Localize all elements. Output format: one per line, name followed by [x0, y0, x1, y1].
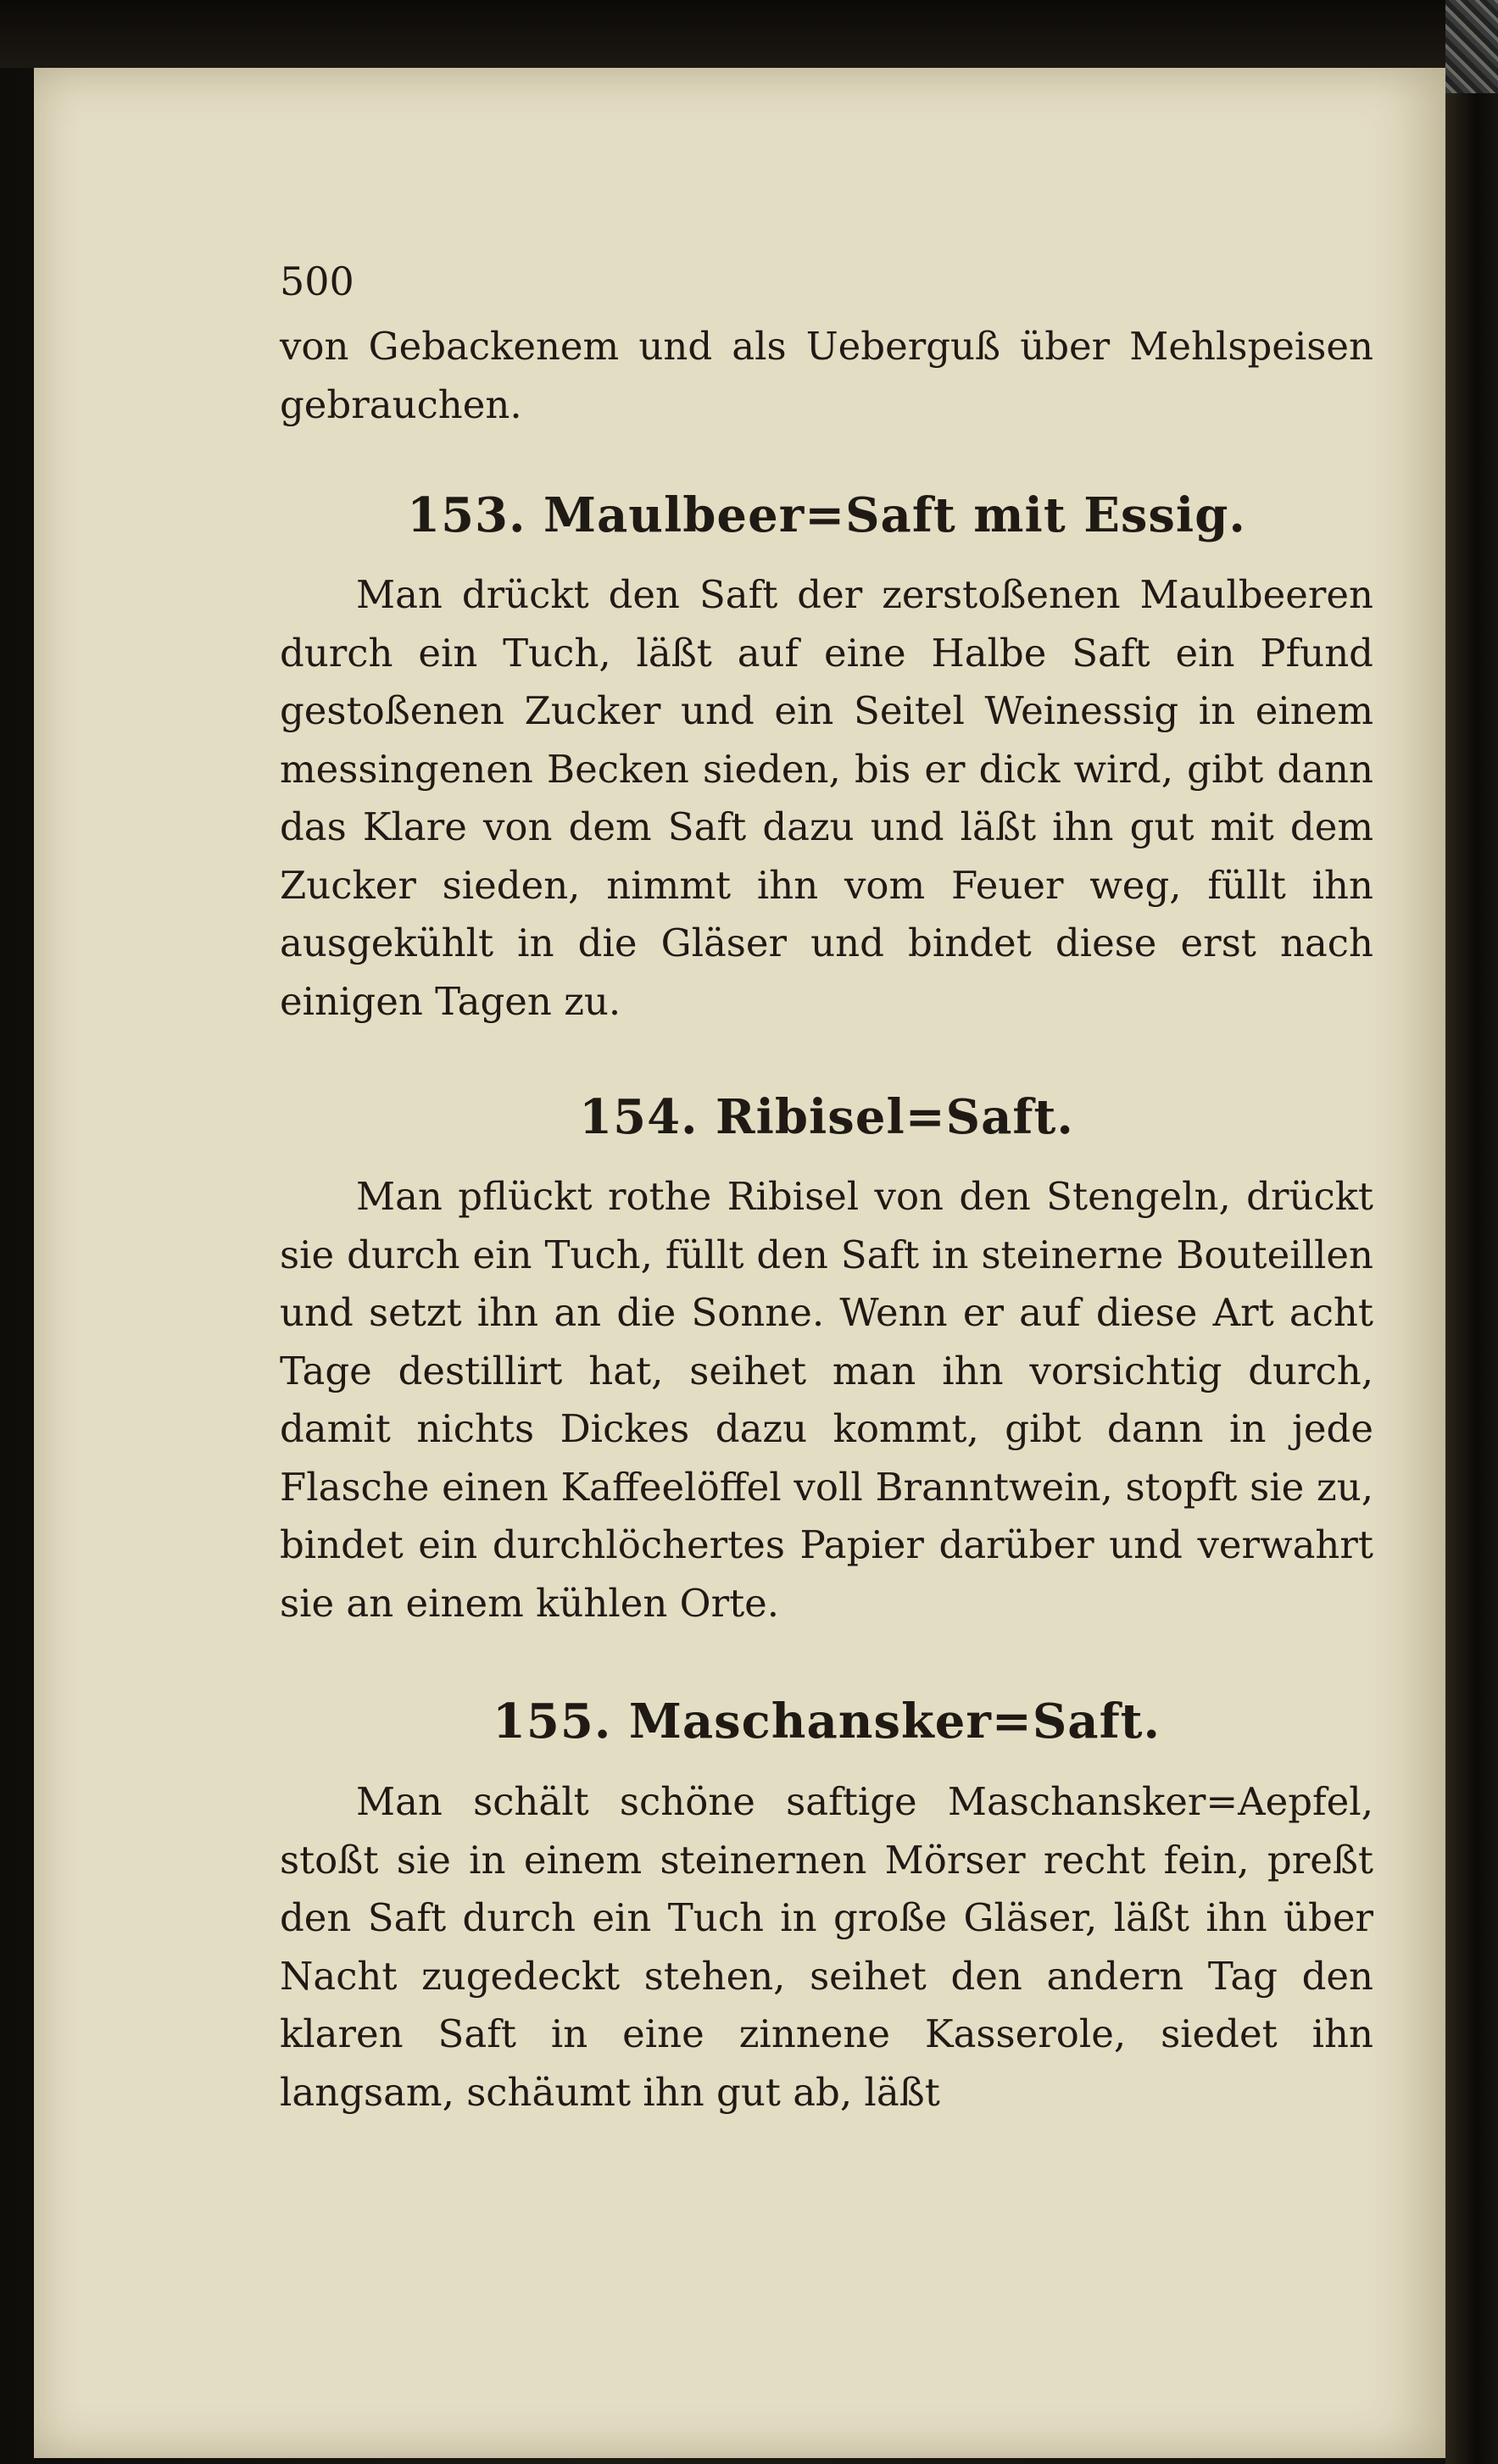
recipe-heading-155 — [280, 1694, 1373, 1749]
binding-strip — [1445, 0, 1498, 93]
recipe-title: Ribisel=Saft. — [716, 1089, 1074, 1145]
page-number: 500 — [280, 259, 354, 304]
recipe-heading-154 — [280, 1089, 1373, 1145]
book-spine-edge — [1445, 51, 1498, 2464]
recipe-number: 154. — [579, 1089, 699, 1145]
recipe-number: 153. — [407, 487, 526, 543]
intro-paragraph: von Gebackenem und als Ueberguß über Mehlspeisen gebrauchen. — [280, 324, 1373, 427]
recipe-body-153: Man drückt den Saft der zerstoßenen Maulbeeren durch ein Tuch, läßt auf eine Halbe Saft ein Pfund gestoßenen Zucker und ein Seitel Weinessig in einem messingenen Becken sieden, bis er dick wird, gibt dann das Klare von dem Saft dazu und läßt ihn gut mit dem Zucker sieden, nimmt ihn vom Feuer weg, füllt ihn ausgekühlt in die Gläser und bindet diese erst nach einigen Tagen zu. — [280, 572, 1373, 1024]
recipe-heading-153 — [280, 487, 1373, 543]
scan-top-edge — [0, 0, 1498, 68]
recipe-title: Maschansker=Saft. — [628, 1694, 1161, 1749]
recipe-body-154: Man pflückt rothe Ribisel von den Stengeln, drückt sie durch ein Tuch, füllt den Saft in steinerne Bouteillen und setzt ihn an die Sonne. Wenn er auf diese Art acht Tage destillirt hat, seihet man ihn vorsichtig durch, damit nichts Dickes dazu kommt, gibt dann in jede Flasche einen Kaffeelöffel voll Branntwein, stopft sie zu, bindet ein durchlöchertes Papier darüber und verwahrt sie an einem kühlen Orte. — [280, 1174, 1373, 1626]
recipe-title: Maulbeer=Saft mit Essig. — [543, 487, 1246, 543]
recipe-body-155: Man schält schöne saftige Maschansker=Aepfel, stoßt sie in einem steinernen Mörser recht fein, preßt den Saft durch ein Tuch in große Gläser, läßt ihn über Nacht zugedeckt stehen, seihet den andern Tag den klaren Saft in eine zinnene Kasserole, siedet ihn langsam, schäumt ihn gut ab, läßt — [280, 1779, 1373, 2115]
recipe-number: 155. — [492, 1694, 612, 1749]
